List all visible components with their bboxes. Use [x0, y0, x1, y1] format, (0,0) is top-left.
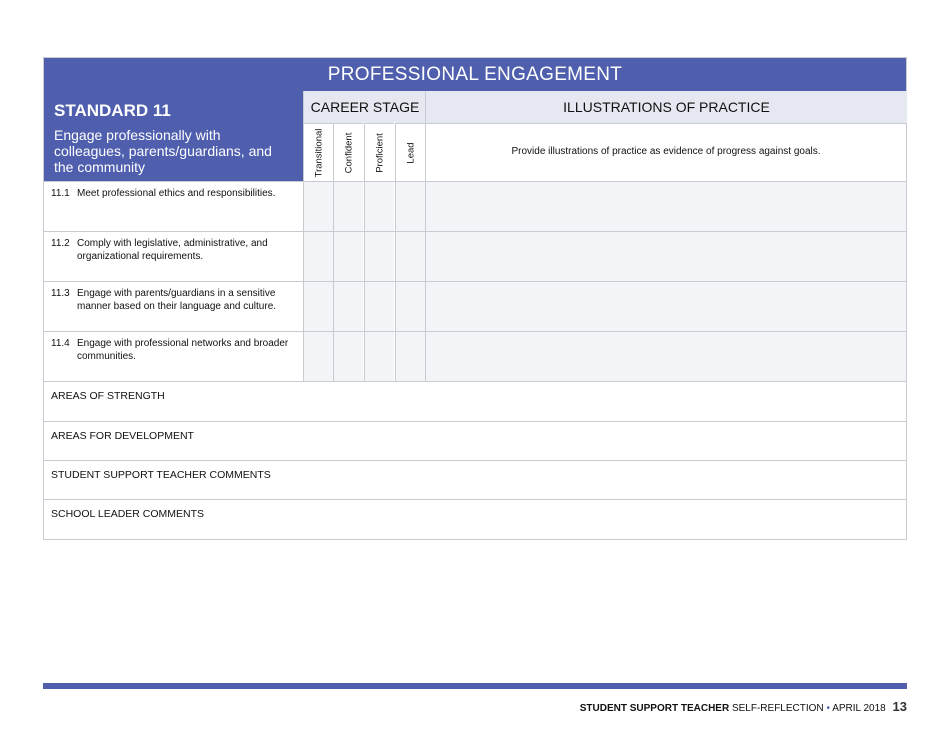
illustration-input[interactable] [425, 182, 906, 231]
stage-label: Proficient [374, 132, 385, 173]
indicator-text: Meet professional ethics and responsibilities. [77, 188, 276, 199]
indicator-number: 11.4 [51, 338, 70, 349]
indicator-number: 11.2 [51, 238, 70, 249]
indicator-row [44, 281, 906, 331]
standard-box [44, 91, 303, 181]
illustrations-header: ILLUSTRATIONS OF PRACTICE [425, 91, 907, 123]
indicator-row [44, 181, 906, 231]
page-footer [580, 699, 907, 714]
indicator-number: 11.3 [51, 288, 70, 299]
stage-checkbox-confident[interactable] [333, 332, 363, 381]
stage-checkbox-lead[interactable] [395, 182, 425, 231]
stage-checkbox-lead[interactable] [395, 332, 425, 381]
indicator-number: 11.1 [51, 188, 70, 199]
stage-label: Transitional [313, 128, 324, 177]
illustration-input[interactable] [425, 282, 906, 331]
footer-separator: • [826, 703, 830, 714]
footer-rule [43, 683, 907, 689]
indicator-text: Comply with legislative, administrative, and organizational requirements. [77, 238, 268, 262]
indicator-text: Engage with professional networks and broader communities. [77, 338, 289, 362]
stage-transitional-header [303, 123, 333, 181]
stage-checkbox-lead[interactable] [395, 282, 425, 331]
standard-heading: STANDARD 11 [54, 101, 171, 120]
stage-label: Confident [343, 132, 354, 173]
indicator-text-cell [44, 182, 303, 231]
school-leader-comments-field[interactable]: SCHOOL LEADER COMMENTS [44, 499, 906, 539]
indicator-row [44, 231, 906, 281]
stage-checkbox-confident[interactable] [333, 182, 363, 231]
teacher-comments-field[interactable]: STUDENT SUPPORT TEACHER COMMENTS [44, 460, 906, 500]
footer-doc-subtitle: SELF-REFLECTION [731, 703, 824, 714]
stage-checkbox-proficient[interactable] [364, 232, 394, 281]
illustration-input[interactable] [425, 332, 906, 381]
page-number: 13 [892, 699, 907, 714]
standard-description: Engage professionally with colleagues, parents/guardians, and the community [54, 127, 272, 175]
stage-checkbox-transitional[interactable] [303, 232, 333, 281]
stage-checkbox-transitional[interactable] [303, 282, 333, 331]
stage-label: Lead [405, 141, 416, 164]
self-reflection-form [43, 57, 907, 540]
section-title: PROFESSIONAL ENGAGEMENT [44, 58, 906, 91]
footer-doc-name: STUDENT SUPPORT TEACHER [579, 703, 730, 714]
areas-for-development-field[interactable]: AREAS FOR DEVELOPMENT [44, 421, 906, 461]
stage-checkbox-transitional[interactable] [303, 182, 333, 231]
indicator-row [44, 331, 906, 381]
footer-date: APRIL 2018 [832, 703, 886, 714]
stage-checkbox-proficient[interactable] [364, 282, 394, 331]
areas-of-strength-field[interactable]: AREAS OF STRENGTH [44, 381, 906, 421]
illustration-input[interactable] [425, 232, 906, 281]
stage-checkbox-confident[interactable] [333, 232, 363, 281]
stage-confident-header [333, 123, 363, 181]
indicator-text-cell [44, 282, 303, 331]
stage-proficient-header [364, 123, 394, 181]
career-stage-header: CAREER STAGE [303, 91, 426, 123]
indicator-text-cell [44, 232, 303, 281]
stage-checkbox-transitional[interactable] [303, 332, 333, 381]
indicator-text-cell [44, 332, 303, 381]
stage-lead-header [395, 123, 425, 181]
stage-checkbox-proficient[interactable] [364, 182, 394, 231]
illustrations-instruction: Provide illustrations of practice as evidence of progress against goals. [425, 123, 906, 181]
indicator-text: Engage with parents/guardians in a sensitive manner based on their language and culture. [77, 288, 277, 312]
stage-checkbox-confident[interactable] [333, 282, 363, 331]
stage-checkbox-lead[interactable] [395, 232, 425, 281]
stage-checkbox-proficient[interactable] [364, 332, 394, 381]
